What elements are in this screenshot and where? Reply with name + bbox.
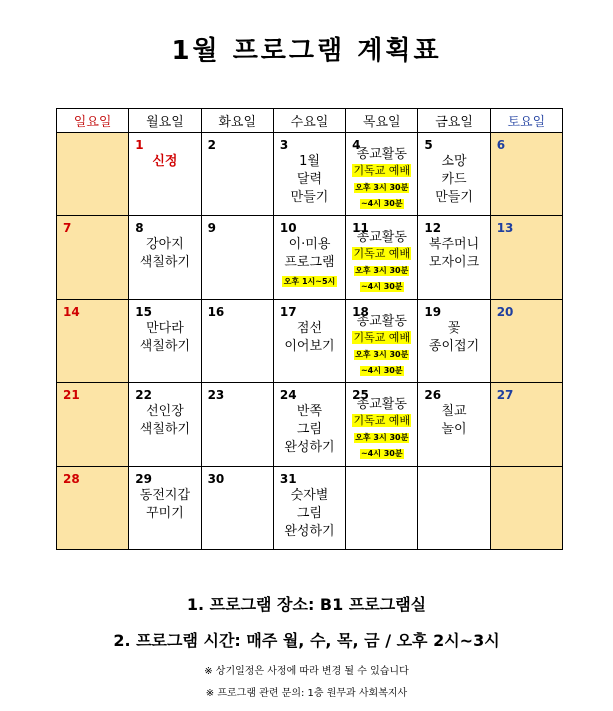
day-number: 19 — [424, 304, 442, 319]
calendar-day-cell — [418, 216, 490, 299]
activity-line: 점선 — [296, 320, 323, 336]
day-number: 3 — [279, 138, 289, 152]
calendar-day-cell — [346, 466, 418, 549]
day-number: 2 — [207, 138, 216, 152]
activity-line: 칠교 — [441, 404, 467, 420]
calendar-day-cell — [346, 299, 418, 382]
day-number: 16 — [207, 304, 225, 319]
calendar-day-cell — [490, 383, 562, 466]
activity-line: 꽃 — [447, 320, 461, 336]
calendar-day-cell — [57, 383, 129, 466]
activity-line: 만다라 — [146, 320, 184, 336]
day-number: 4 — [352, 138, 361, 152]
activity-line: 신정 — [152, 154, 178, 169]
day-number: 14 — [63, 304, 80, 319]
religion-time-end: ~4시 30분 — [360, 449, 403, 459]
activity-line: 프로그램 — [284, 255, 335, 271]
program-place: 1. 프로그램 장소: B1 프로그램실 — [186, 595, 427, 614]
calendar-day-cell — [418, 133, 490, 216]
day-number: 27 — [496, 388, 514, 403]
weekday-tuesday: 화요일 — [201, 109, 273, 133]
activity-line: 반쪽 — [296, 404, 323, 420]
calendar-day-cell — [273, 383, 345, 466]
calendar-day-cell — [201, 216, 273, 299]
week-row — [57, 299, 563, 382]
activity-line: 이어보기 — [284, 338, 335, 354]
calendar-day-cell — [273, 466, 345, 549]
day-number: 29 — [135, 471, 152, 486]
activity-line: 종이접기 — [428, 338, 480, 354]
religion-time-end: ~4시 30분 — [360, 199, 403, 208]
day-number: 15 — [135, 304, 152, 319]
calendar-day-cell — [418, 466, 490, 549]
religion-title: 종교활동 — [356, 230, 407, 246]
day-number: 30 — [207, 471, 225, 486]
activity-line: 만들기 — [290, 190, 329, 205]
day-number: 5 — [424, 138, 433, 152]
calendar-day-cell — [201, 133, 273, 216]
day-number: 1 — [135, 138, 144, 152]
day-number: 25 — [352, 388, 369, 403]
program-time: 2. 프로그램 시간: 매주 월, 수, 목, 금 / 오후 2시~3시 — [113, 631, 500, 650]
weekday-thursday: 목요일 — [346, 109, 418, 133]
day-number: 13 — [496, 221, 514, 236]
religion-time-end: ~4시 30분 — [360, 282, 403, 292]
religion-label: 기독교 예배 — [353, 247, 411, 261]
calendar-day-cell — [418, 299, 490, 382]
calendar-day-cell — [273, 216, 345, 299]
note-contact: ※ 프로그램 관련 문의: 1층 원무과 사회복지사 — [205, 688, 408, 699]
weekday-saturday: 토요일 — [490, 109, 562, 133]
activity-line: 완성하기 — [284, 440, 335, 456]
calendar-day-cell — [490, 466, 562, 549]
activity-line: 놀이 — [441, 422, 467, 438]
calendar-day-cell — [490, 299, 562, 382]
day-number: 31 — [279, 471, 297, 486]
activity-line: 카드 — [441, 172, 467, 187]
religion-time-end: ~4시 30분 — [360, 365, 403, 375]
religion-label: 기독교 예배 — [353, 330, 411, 344]
activity-line: 모자이크 — [428, 255, 480, 271]
calendar-day-cell — [129, 383, 201, 466]
activity-line: 이·미용 — [288, 237, 331, 253]
calendar-day-cell — [201, 383, 273, 466]
activity-line: 색칠하기 — [139, 422, 191, 438]
weekday-wednesday: 수요일 — [273, 109, 345, 133]
calendar-day-cell — [273, 133, 345, 216]
activity-line: 강아지 — [146, 237, 184, 253]
day-number: 24 — [279, 388, 297, 403]
religion-label: 기독교 예배 — [353, 164, 411, 177]
religion-title: 종교활동 — [356, 147, 407, 162]
activity-line: 그림 — [296, 422, 323, 438]
calendar-day-cell — [57, 299, 129, 382]
religion-time-start: 오후 3시 30분 — [355, 183, 409, 192]
activity-line: 꾸미기 — [146, 505, 184, 521]
day-number: 20 — [496, 304, 514, 319]
activity-line: 달력 — [296, 172, 323, 187]
week-row — [57, 383, 563, 466]
calendar-day-cell — [273, 299, 345, 382]
calendar-day-cell — [201, 299, 273, 382]
calendar-day-cell — [201, 466, 273, 549]
activity-line: 소망 — [441, 154, 467, 169]
weekday-monday: 월요일 — [129, 109, 201, 133]
activity-line: 그림 — [296, 505, 323, 521]
day-number: 23 — [207, 388, 225, 403]
religion-title: 종교활동 — [356, 313, 407, 329]
day-number: 11 — [352, 221, 369, 236]
calendar-day-cell — [57, 216, 129, 299]
activity-line: 복주머니 — [428, 237, 480, 253]
day-number: 10 — [279, 221, 297, 236]
calendar-day-cell — [346, 383, 418, 466]
activity-line: 동전지갑 — [139, 487, 191, 503]
calendar-day-cell — [57, 133, 129, 216]
day-number: 6 — [496, 138, 506, 152]
day-number: 28 — [63, 471, 80, 486]
weekday-friday: 금요일 — [418, 109, 490, 133]
calendar-day-cell — [57, 466, 129, 549]
weekday-header-row — [57, 109, 563, 133]
calendar-day-cell — [129, 299, 201, 382]
calendar-day-cell — [346, 133, 418, 216]
calendar-day-cell — [418, 383, 490, 466]
day-number: 17 — [279, 304, 297, 319]
day-number: 26 — [424, 388, 442, 403]
religion-time-start: 오후 3시 30분 — [355, 433, 409, 443]
week-row — [57, 133, 563, 216]
religion-title: 종교활동 — [356, 397, 407, 413]
calendar-day-cell — [346, 216, 418, 299]
calendar-day-cell — [129, 466, 201, 549]
activity-line: 완성하기 — [284, 523, 335, 539]
calendar-day-cell — [490, 133, 562, 216]
calendar-day-cell — [490, 216, 562, 299]
calendar-table — [56, 108, 563, 550]
activity-line: 선인장 — [146, 404, 184, 420]
page-title: 1월 프로그램 계획표 — [171, 36, 442, 66]
day-number: 22 — [135, 388, 152, 403]
calendar-day-cell — [129, 133, 201, 216]
activity-line: 숫자별 — [290, 487, 329, 503]
day-number: 21 — [63, 388, 80, 403]
activity-line: 색칠하기 — [139, 255, 191, 271]
note-schedule-change: ※ 상기일정은 사정에 따라 변경 될 수 있습니다 — [204, 666, 409, 677]
day-number: 7 — [63, 221, 72, 236]
activity-line: 색칠하기 — [139, 338, 191, 354]
week-row — [57, 466, 563, 549]
religion-label: 기독교 예배 — [353, 414, 411, 428]
activity-line: 만들기 — [435, 190, 473, 205]
day-number: 18 — [352, 304, 369, 319]
weekday-sunday: 일요일 — [57, 109, 129, 133]
day-number: 8 — [135, 221, 144, 236]
religion-time-start: 오후 3시 30분 — [355, 349, 409, 359]
religion-time-start: 오후 3시 30분 — [355, 266, 409, 276]
activity-time-note: 오후 1시~5시 — [283, 277, 336, 287]
day-number: 9 — [207, 221, 216, 236]
day-number: 12 — [424, 221, 442, 236]
week-row — [57, 216, 563, 299]
calendar-day-cell — [129, 216, 201, 299]
activity-line: 1월 — [299, 154, 320, 169]
